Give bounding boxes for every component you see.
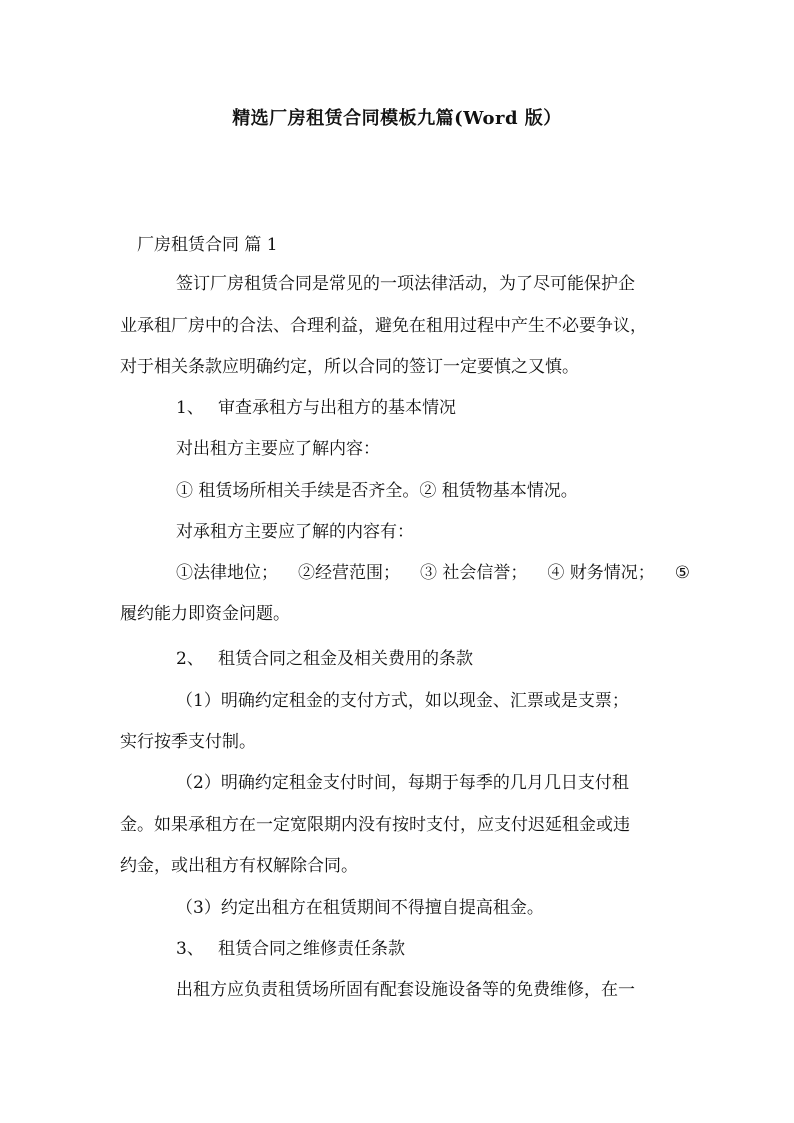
intro-line-3: 对于相关条款应明确约定，所以合同的签订一定要慎之又慎。 bbox=[120, 357, 579, 377]
item-1-heading-text: 审查承租方与出租方的基本情况 bbox=[218, 398, 456, 418]
item-3-heading-text: 租赁合同之维修责任条款 bbox=[218, 939, 405, 959]
item-2-p2-line-3: 约金，或出租方有权解除合同。 bbox=[120, 856, 358, 876]
lessee-points bbox=[176, 561, 690, 585]
lessor-points: ① 租赁场所相关手续是否齐全。② 租赁物基本情况。 bbox=[176, 481, 578, 501]
document-title: 精选厂房租赁合同模板九篇(Word 版） bbox=[232, 108, 562, 129]
lessee-point-3: ③ 社会信誉； bbox=[419, 563, 528, 583]
item-2-p1-line-1: （1）明确约定租金的支付方式，如以现金、汇票或是支票； bbox=[176, 691, 629, 711]
lessor-intro: 对出租方主要应了解内容： bbox=[176, 439, 380, 459]
item-2-number: 2、 bbox=[176, 649, 204, 669]
item-2-heading-text: 租赁合同之租金及相关费用的条款 bbox=[218, 649, 473, 669]
item-2-heading bbox=[176, 647, 473, 671]
intro-line-2: 业承租厂房中的合法、合理利益，避免在租用过程中产生不必要争议， bbox=[120, 316, 647, 336]
lessee-point-1: ①法律地位； bbox=[176, 563, 278, 583]
item-2-p3-line-1: （3）约定出租方在租赁期间不得擅自提高租金。 bbox=[176, 898, 544, 918]
lessee-point-4: ④ 财务情况； bbox=[547, 563, 655, 583]
item-1-heading bbox=[176, 396, 456, 420]
lessee-point-2: ②经营范围； bbox=[297, 563, 400, 583]
lessee-point-5: ⑤ bbox=[674, 563, 690, 583]
intro-line-1: 签订厂房租赁合同是常见的一项法律活动，为了尽可能保护企 bbox=[176, 274, 635, 294]
lessee-points-cont: 履约能力即资金问题。 bbox=[120, 604, 290, 624]
item-2-p2-line-1: （2）明确约定租金支付时间，每期于每季的几月几日支付租 bbox=[176, 773, 629, 793]
item-2-p2-line-2: 金。如果承租方在一定宽限期内没有按时支付，应支付迟延租金或违 bbox=[120, 815, 630, 835]
item-3-heading bbox=[176, 937, 405, 961]
item-3-p1-line-1: 出租方应负责租赁场所固有配套设施设备等的免费维修，在一 bbox=[176, 980, 635, 1000]
section-heading: 厂房租赁合同 篇 1 bbox=[137, 235, 278, 255]
item-2-p1-line-2: 实行按季支付制。 bbox=[120, 732, 256, 752]
item-1-number: 1、 bbox=[176, 398, 204, 418]
item-3-number: 3、 bbox=[176, 939, 204, 959]
lessee-intro: 对承租方主要应了解的内容有： bbox=[176, 522, 414, 542]
